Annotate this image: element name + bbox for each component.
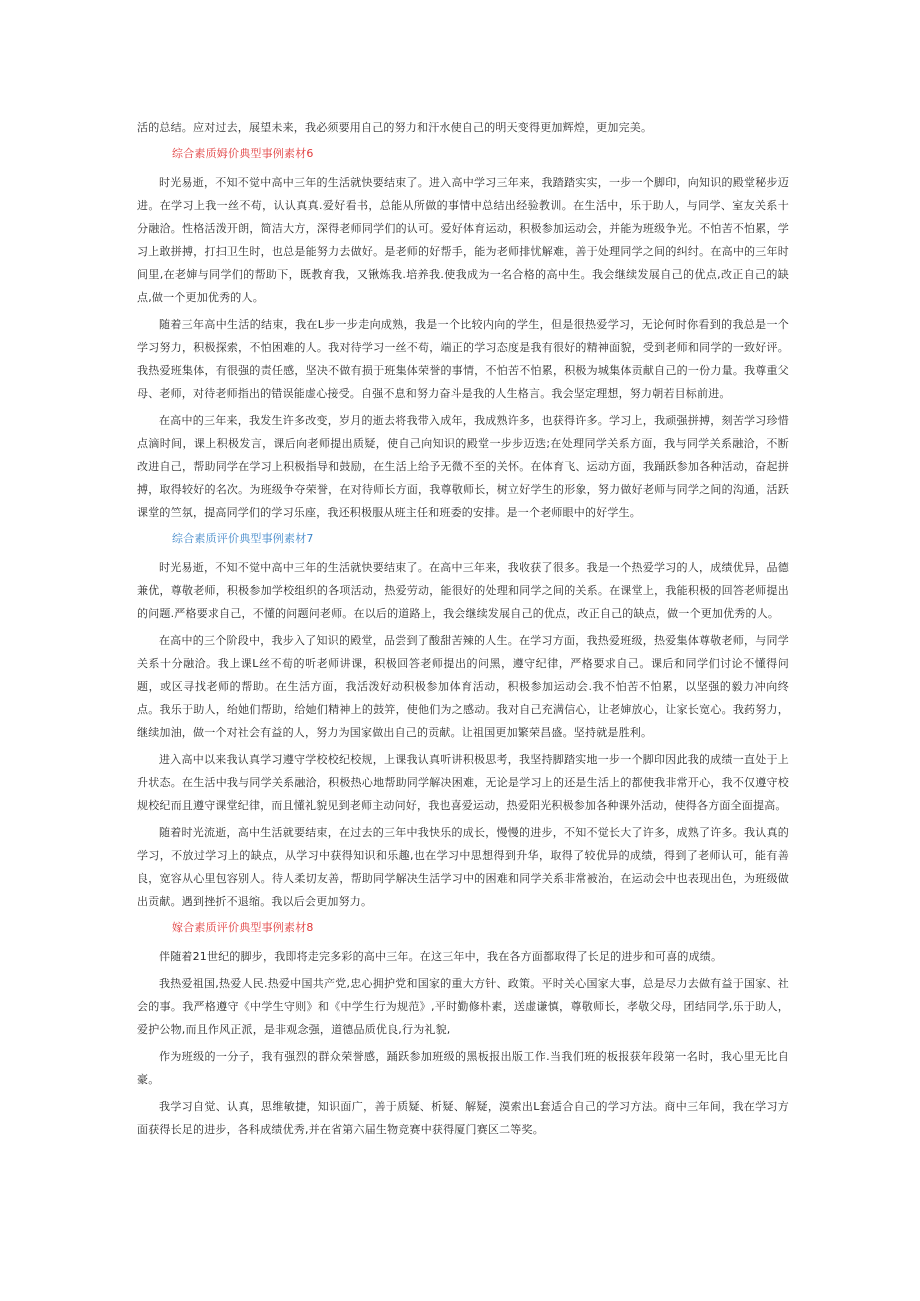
section6-paragraph-2: 随着三年高中生活的结束，我在L步一步走向成熟，我是一个比较内向的学生，但是很热爱学习，无论何时你看到的我总是一个学习努力，积极探索，不怕困难的人。我对待学习一丝不苟，端正的学习态度是我有很好的精神面貌，受到老师和同学的一致好评。我热爱班集体，有很强的责任感，坚决不做有损于班集体荣誉的事情，不怕苦不怕累，积极为城集体贡献自己的一份力量。我尊重父母、老师，对待老师指出的错误能虚心接受。自强不息和努力奋斗是我的人生格言。我会坚定理想，努力朝若目标前进。 [137, 318, 789, 400]
section8-paragraph-3: 作为班级的一分子，我有强烈的群众荣誉感，踊跃参加班级的黑板报出版工作.当我们班的板报获年段第一名时，我心里无比自豪。 [137, 1050, 789, 1086]
section8-paragraph-1: 伴随着21世纪的脚步，我即将走完多彩的高中三年。在这三年中，我在各方面都取得了长足的进步和可喜的成绩。 [159, 950, 723, 963]
section-heading-7: 综合素质评价典型事例素材7 [172, 532, 314, 545]
section8-paragraph-2: 我热爱祖国,热爱人民.热爱中国共产党,忠心拥护党和国家的重大方针、政策。平时关心国家大事，总是尽力去做有益于国家、社会的事。我严格遵守《中学生守则》和《中学生行为规范》,平时勤修朴素，送虚谦慎，尊敬师长，孝敬父母，团结同学,乐于助人，爱护公物,而且作风正派，是非观念强，道德品质优良,行为礼貌, [137, 977, 789, 1036]
section6-paragraph-3: 在高中的三年来，我发生许多改变，岁月的逝去将我带入成年，我成熟许多，也获得许多。学习上，我顽强拼搏，刻苦学习珍惜点滴时间，课上积极发言，课后向老师提出质疑，使自己向知识的殿堂一步步迈迭;在处理同学关系方面，我与同学关系融洽，不断改进自己，帮助同学在学习上积极指导和鼓励，在生活上给予无微不至的关怀。在体育飞、运动方面，我踊跃参加各种活动，奋起拼搏，取得较好的名次。为班级争夺荣誉，在对待师长方面，我尊敬师长，树立好学生的形象，努力做好老师与同学之间的沟通，活跃课堂的竺氛，提高同学们的学习乐座，我还积极服从班主任和班委的安排。是一个老师眼中的好学生。 [137, 414, 789, 519]
section7-paragraph-3: 进入高中以来我认真学习遵守学校校纪校规，上课我认真听讲积极思考，我坚持脚踏实地一步一个脚印因此我的成绩一直处于上升状态。在生活中我与同学关系融洽，积极热心地帮助同学解决困难，无论是学习上的还是生活上的都使我非常开心，我不仅遵守校规校纪而且遵守课堂纪律，而且懂礼貌见到老师主动问好，我也喜爱运动，热爱阳光积极参加各种课外活动，使得各方面全面提高。 [137, 753, 789, 812]
section8-paragraph-4: 我学习自觉、认真，思维敏捷，知识面广，善于质疑、析疑、解疑，漠索出L套适合自己的学习方法。商中三年间，我在学习方面获得长足的进步，各科成绩优秀,并在省第六届生物竞赛中获得厦门赛区二等奖。 [137, 1100, 789, 1136]
section-heading-8: 嫁合素质评价典型事例素材8 [172, 921, 314, 934]
section7-paragraph-2: 在高中的三个阶段中，我步入了知识的殿堂，品尝到了酸甜苦辣的人生。在学习方面，我热爱班级，热爱集体尊敬老师，与同学关系十分融洽。我上课L丝不荀的听老师讲课，积极回答老师提出的问黑，遵守纪律，严格要求自己。课后和同学们讨论不懂得问题，或区寻找老师的帮助。在生活方面，我活泼好动积极参加体育活动，积极参加运动会.我不怕苦不怕累，以坚强的毅力冲向终点。我乐于助人，绐她们帮助，给她们精神上的鼓笄，使他们为之感动。我对自己充满信心，让老婶放心，让家长宽心。我药努力，继续加油，做一个对社会有益的人，努力为国家做出自己的贡献。让祖国更加繁荣昌盛。坚持就是胜利。 [137, 634, 789, 739]
section-heading-6: 综合素质姆价典型事例素材6 [172, 147, 314, 160]
section7-paragraph-1: 时光易逝，不知不觉中高中三年的生活就快要结束了。在高中三年来，我收获了很多。我是一个热爱学习的人，成绩优异，品德兼优，尊敬老师，积极参加学校组织的各项活动，热爱劳动，能很好的处理和同学之间的关系。在课堂上，我能积极的回答老师提出的问题.严格要求自己，不懂的问题问老师。在以后的道路上，我会继续发展自己的优点，改正自己的缺点，做一个更加优秀的人。 [137, 561, 789, 620]
intro-tail-paragraph: 活的总结。应对过去，展望未来，我必须要用自己的努力和汗水使自己的明天变得更加辉煌，更加完美。 [137, 121, 653, 134]
document-page [137, 116, 789, 1145]
section7-paragraph-4: 随着时光流逝，高中生活就要结束，在过去的三年中我快乐的成长，慢慢的进步，不知不觉长大了许多，成熟了许多。我认真的学习，不放过学习上的缺点，从学习中获得知识和乐趣,也在学习中思想得到升华，取得了较优异的成绩，得到了老师认可，能有善良，宽容从心里包容别人。待人柔切友善，帮助同学解决生活学习中的困难和同学关系非常被治，在运动会中也表现出色，为班级做出贡献。遇到挫折不退缩。我以后会更加努力。 [137, 826, 789, 908]
section6-paragraph-1: 时光易逝，不知不觉中高中三年的生活就快要结束了。进入高中学习三年来，我踏踏实实，一步一个脚印，向知识的殿堂秘步迈进。在学习上我一丝不苟，认认真真.爱好看书，总能从所做的事情中总结出经验教训。在生活中，乐于助人，与同学、室友关系十分融洽。性格活泼开朗，简洁大方，深得老师同学们的认可。爱好体育运动，积极参加运动会，并能为班级争光。不怕苦不怕累，学习上敢拼搏，打扫卫生时，也总是能努力去做好。是老师的好帮手，能为老师排忧解难，善于处理同学之间的纠纣。在高中的三年时间里,在老婶与同学们的帮助下，既教育我，又锹炼我.培养我.使我成为一名合格的高中生。我会继续发展自己的优点,改正自己的缺点,做一个更加优秀的人。 [137, 176, 789, 304]
